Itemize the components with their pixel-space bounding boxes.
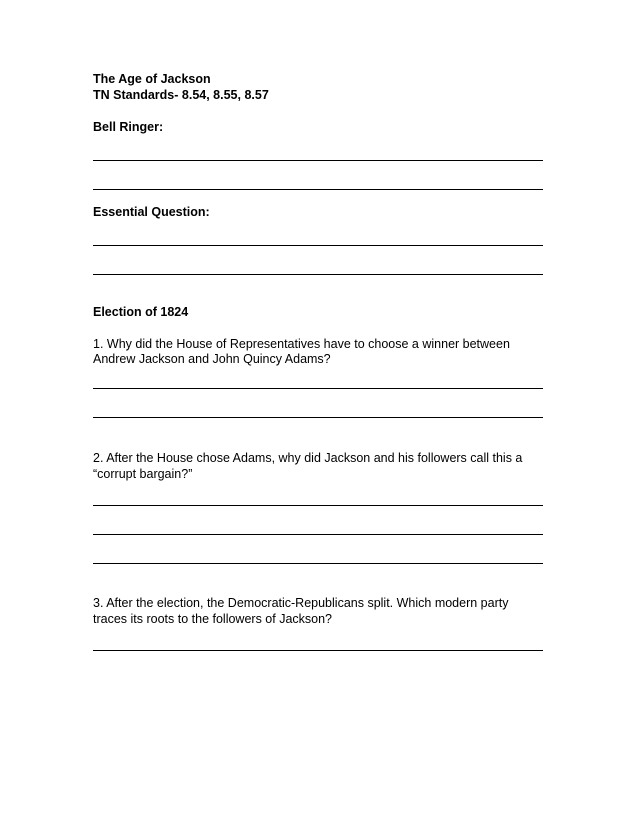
bell-ringer-answer-line-2: [93, 189, 543, 190]
question-3-line-2: traces its roots to the followers of Jackson?: [93, 612, 332, 626]
question-3-line-1: 3. After the election, the Democratic-Republicans split. Which modern party: [93, 596, 509, 610]
question-1-line-1: 1. Why did the House of Representatives have to choose a winner between: [93, 337, 510, 351]
bell-ringer-label: Bell Ringer:: [93, 120, 164, 134]
question-2-line-2: “corrupt bargain?”: [93, 467, 193, 481]
essential-question-label: Essential Question:: [93, 205, 210, 219]
question-2-answer-line-3: [93, 563, 543, 564]
question-1-answer-line-2: [93, 417, 543, 418]
question-2-line-1: 2. After the House chose Adams, why did Jackson and his followers call this a: [93, 451, 523, 465]
essential-question-answer-line-1: [93, 245, 543, 246]
question-2-answer-line-1: [93, 505, 543, 506]
tn-standards: TN Standards- 8.54, 8.55, 8.57: [93, 88, 269, 102]
section-heading-election-1824: Election of 1824: [93, 305, 189, 319]
question-1-line-2: Andrew Jackson and John Quincy Adams?: [93, 352, 331, 366]
question-1-answer-line-1: [93, 388, 543, 389]
essential-question-answer-line-2: [93, 274, 543, 275]
question-2-answer-line-2: [93, 534, 543, 535]
question-3-answer-line-1: [93, 650, 543, 651]
worksheet-title: The Age of Jackson: [93, 72, 211, 86]
bell-ringer-answer-line-1: [93, 160, 543, 161]
